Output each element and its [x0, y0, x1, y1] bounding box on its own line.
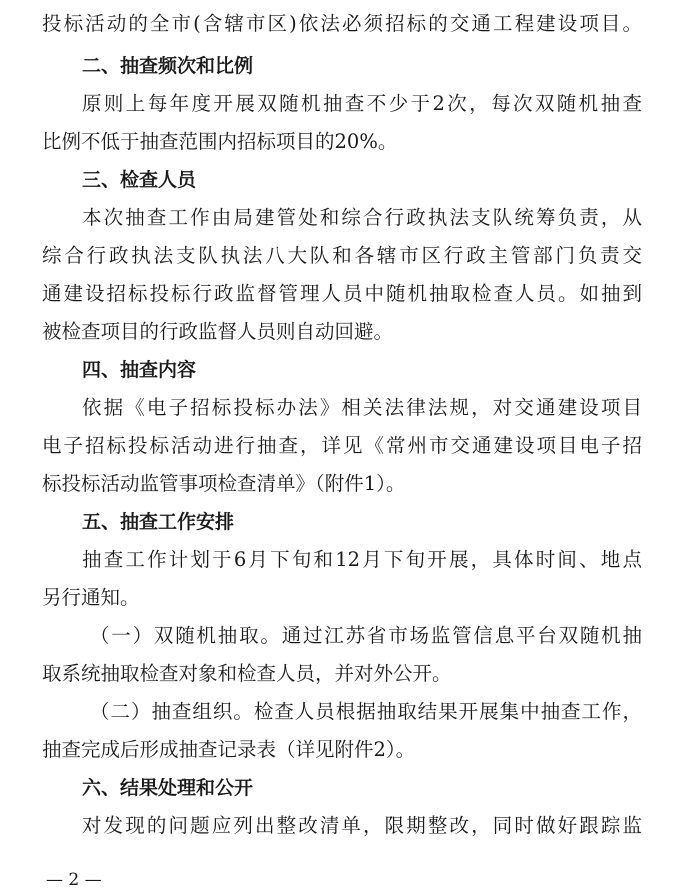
section-heading-inspectors: 三、检查人员 — [82, 169, 197, 191]
body-line-random-selection-2: 取系统抽取检查对象和检查人员，并对外公开。 — [42, 662, 452, 685]
body-line-content-3: 标投标活动监管事项检查清单》（附件1）。 — [42, 472, 406, 495]
body-line-results-1: 对发现的问题应列出整改清单，限期整改，同时做好跟踪监 — [82, 814, 642, 837]
body-line-frequency-1: 原则上每年度开展双随机抽查不少于2次，每次双随机抽查 — [82, 92, 642, 115]
section-heading-schedule: 五、抽查工作安排 — [82, 511, 235, 533]
body-line-random-selection-1: （一）双随机抽取。通过江苏省市场监管信息平台双随机抽 — [90, 624, 642, 647]
body-line-frequency-2: 比例不低于抽查范围内招标项目的20%。 — [42, 130, 398, 153]
body-line-organization-1: （二）抽查组织。检查人员根据抽取结果开展集中抽查工作， — [90, 700, 642, 723]
body-line-inspectors-2: 综合行政执法支队执法八大队和各辖市区行政主管部门负责交 — [42, 244, 642, 267]
body-line-inspectors-1: 本次抽查工作由局建管处和综合行政执法支队统筹负责，从 — [82, 206, 642, 229]
section-heading-content: 四、抽查内容 — [82, 359, 197, 381]
section-heading-frequency: 二、抽查频次和比例 — [82, 55, 254, 77]
body-line-schedule-2: 另行通知。 — [42, 586, 140, 609]
section-heading-results: 六、结果处理和公开 — [82, 777, 254, 799]
body-line-continuation: 投标活动的全市(含辖市区)依法必须招标的交通工程建设项目。 — [42, 12, 642, 35]
body-line-inspectors-3: 通建设招标投标行政监督管理人员中随机抽取检查人员。如抽到 — [42, 282, 642, 305]
page-number: — 2 — — [46, 870, 102, 890]
body-line-content-1: 依据《电子招标投标办法》相关法律法规，对交通建设项目 — [82, 396, 642, 419]
body-line-schedule-1: 抽查工作计划于6月下旬和12月下旬开展，具体时间、地点 — [82, 548, 642, 571]
body-line-organization-2: 抽查完成后形成抽查记录表（详见附件2）。 — [42, 738, 416, 761]
body-line-inspectors-4: 被检查项目的行政监督人员则自动回避。 — [42, 320, 394, 343]
body-line-content-2: 电子招标投标活动进行抽查，详见《常州市交通建设项目电子招 — [42, 434, 642, 457]
